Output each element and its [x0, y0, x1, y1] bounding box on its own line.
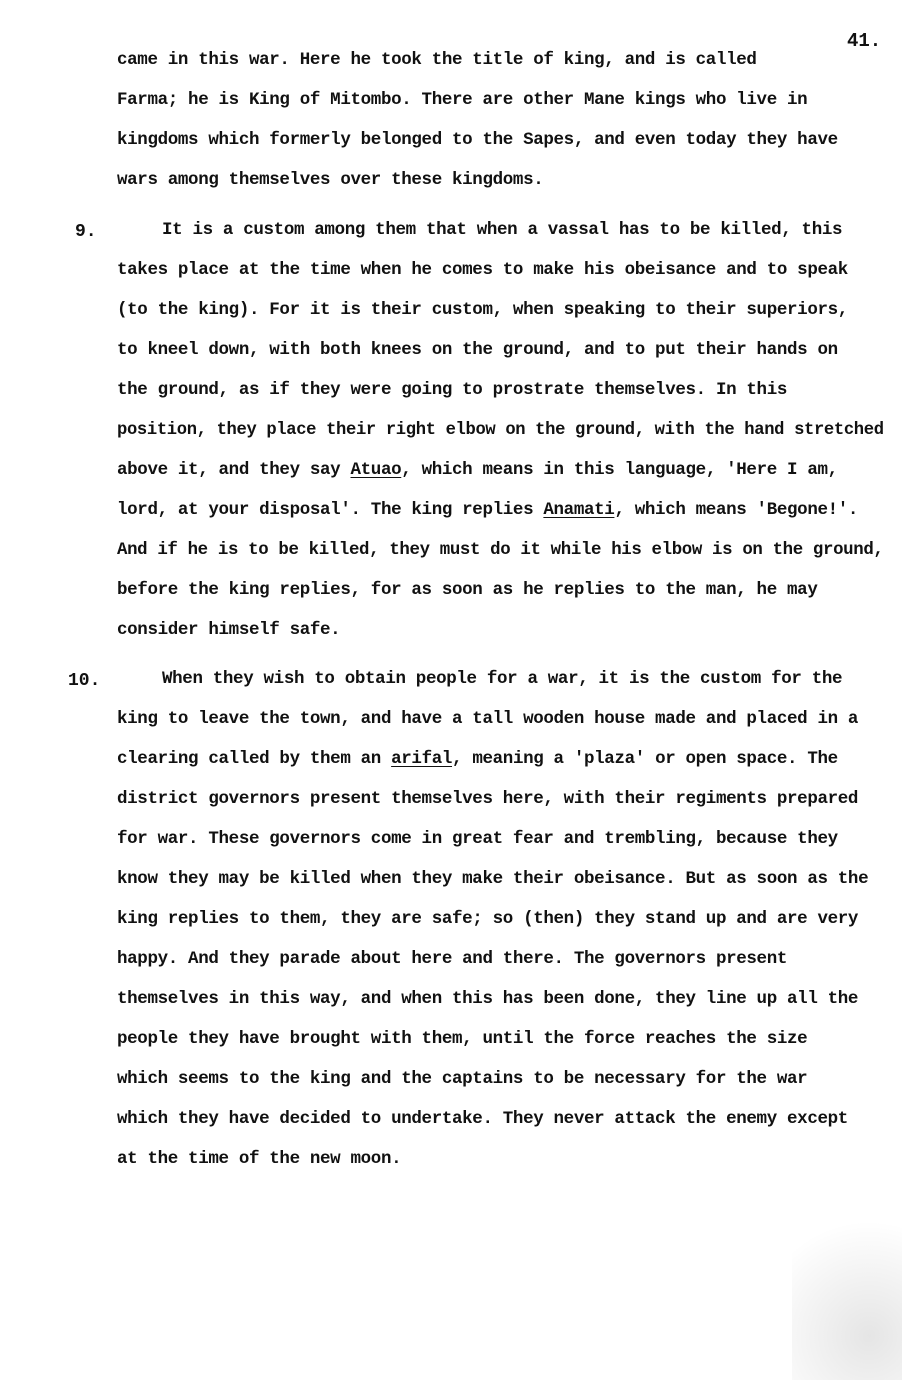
text-line [117, 831, 838, 849]
underlined-term: Atuao [350, 460, 402, 480]
text-run: Farma; he is King of Mitombo. There are other Mane kings who live in [117, 90, 808, 110]
text-line [117, 92, 807, 110]
text-run: to kneel down, with both knees on the ground, and to put their hands on [117, 340, 838, 360]
text-line [117, 52, 757, 70]
text-run: consider himself safe. [117, 620, 341, 640]
text-line [117, 542, 884, 560]
text-run: , meaning a 'plaza' or open space. The [452, 749, 838, 769]
text-line [117, 791, 858, 809]
text-run: It is a custom among them that when a vassal has to be killed, this [162, 220, 843, 240]
text-line [117, 582, 817, 600]
scan-speckle [792, 1160, 902, 1380]
text-line [117, 1151, 401, 1169]
text-run: at the time of the new moon. [117, 1149, 402, 1169]
paragraph-number: 9. [75, 222, 97, 242]
text-run: happy. And they parade about here and there. The governors present [117, 949, 788, 969]
text-line [117, 1031, 807, 1049]
text-line [117, 422, 884, 440]
text-line [117, 991, 858, 1009]
text-run: above it, and they say [117, 460, 351, 480]
underlined-term: arifal [391, 749, 453, 769]
text-line [117, 1071, 807, 1089]
text-run: district governors present themselves here, with their regiments prepared [117, 789, 859, 809]
text-line [117, 132, 838, 150]
text-line [117, 951, 787, 969]
text-run: which seems to the king and the captains to be necessary for the war [117, 1069, 808, 1089]
text-run: for war. These governors come in great fear and trembling, because they [117, 829, 838, 849]
text-run: people they have brought with them, until the force reaches the size [117, 1029, 808, 1049]
text-line [117, 382, 787, 400]
text-line [117, 622, 340, 640]
text-run: takes place at the time when he comes to make his obeisance and to speak [117, 260, 848, 280]
text-run: came in this war. Here he took the title of king, and is called [117, 50, 757, 70]
text-run: kingdoms which formerly belonged to the Sapes, and even today they have [117, 130, 838, 150]
text-run: king replies to them, they are safe; so (then) they stand up and are very [117, 909, 859, 929]
text-line [117, 911, 858, 929]
text-run: know they may be killed when they make their obeisance. But as soon as the [117, 869, 869, 889]
text-run: position, they place their right elbow on the ground, with the hand stretched [117, 420, 884, 440]
text-line [117, 262, 848, 280]
text-run: before the king replies, for as soon as he replies to the man, he may [117, 580, 818, 600]
text-run: , which means in this language, 'Here I am, [401, 460, 838, 480]
text-line [117, 751, 838, 769]
text-run: , which means 'Begone!'. [614, 500, 859, 520]
text-line [162, 222, 842, 240]
text-run: which they have decided to undertake. They never attack the enemy except [117, 1109, 848, 1129]
underlined-term: Anamati [543, 500, 615, 520]
text-run: king to leave the town, and have a tall wooden house made and placed in a [117, 709, 859, 729]
paragraph-number: 10. [68, 671, 101, 691]
text-line [117, 342, 838, 360]
text-run: clearing called by them an [117, 749, 392, 769]
text-run: the ground, as if they were going to prostrate themselves. In this [117, 380, 788, 400]
text-line [117, 172, 543, 190]
text-line [117, 1111, 848, 1129]
text-line [117, 302, 848, 320]
text-line [117, 462, 838, 480]
text-run: themselves in this way, and when this has been done, they line up all the [117, 989, 859, 1009]
text-line [117, 871, 868, 889]
text-run: And if he is to be killed, they must do it while his elbow is on the ground, [117, 540, 884, 560]
text-run: wars among themselves over these kingdoms. [117, 170, 544, 190]
page-number: 41. [847, 30, 882, 52]
text-run: lord, at your disposal'. The king replies [117, 500, 544, 520]
text-line [117, 502, 858, 520]
text-run: (to the king). For it is their custom, when speaking to their superiors, [117, 300, 848, 320]
text-line [162, 671, 842, 689]
text-line [117, 711, 858, 729]
text-run: When they wish to obtain people for a war, it is the custom for the [162, 669, 843, 689]
